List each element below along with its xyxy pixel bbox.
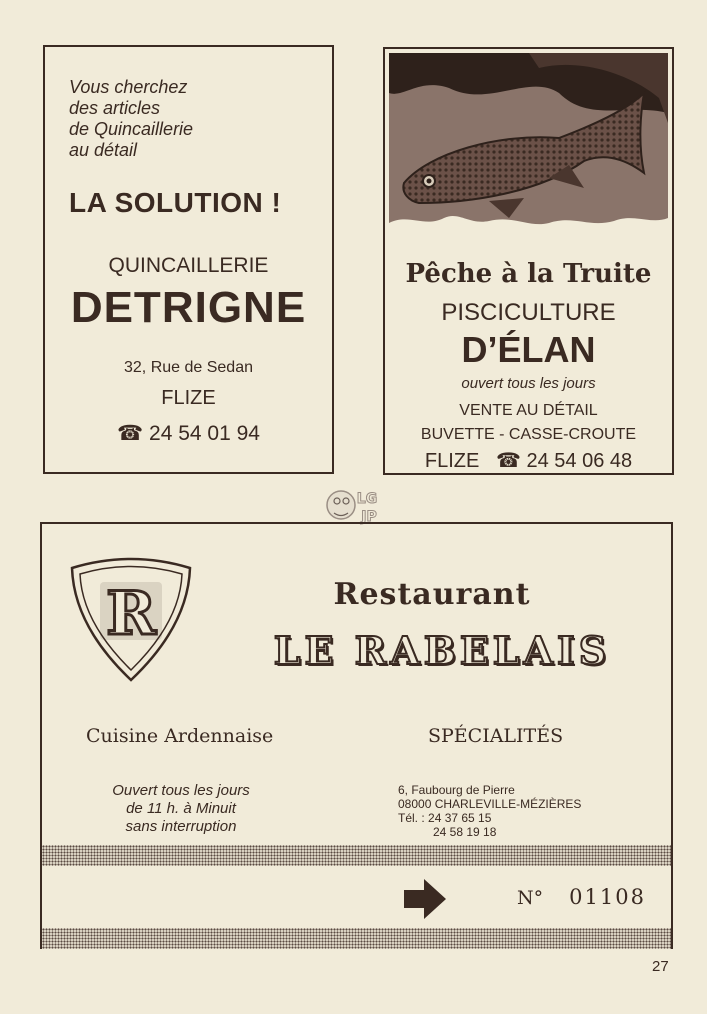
address-line: 6, Faubourg de Pierre xyxy=(398,783,515,797)
phone-number: 24 54 06 48 xyxy=(526,450,633,472)
ad-intro-text xyxy=(69,77,193,161)
shop-address: 32, Rue de Sedan xyxy=(124,359,253,376)
business-name: D’ÉLAN xyxy=(461,329,596,370)
intro-line: des articles xyxy=(69,98,161,118)
telephone-icon: ☎ xyxy=(495,450,521,472)
telephone-icon: ☎ xyxy=(117,422,144,445)
svg-text:LG: LG xyxy=(356,491,378,507)
intro-line: au détail xyxy=(69,140,138,160)
business-category: PISCICULTURE xyxy=(441,299,616,326)
arrow-right-icon xyxy=(404,879,446,919)
number-label: N° xyxy=(517,887,544,909)
ad-headline: LA SOLUTION ! xyxy=(69,187,282,218)
specialties-label: SPÉCIALITÉS xyxy=(428,725,564,747)
shop-city: FLIZE xyxy=(161,387,216,409)
phone-number: 24 58 19 18 xyxy=(433,825,497,839)
intro-line: Vous cherchez xyxy=(69,77,188,97)
hours-line: sans interruption xyxy=(125,818,237,835)
tel-label: Tél. : xyxy=(398,811,425,825)
ad-pisciculture xyxy=(383,47,674,475)
hatched-band xyxy=(42,845,671,866)
business-contact xyxy=(385,448,672,473)
shield-crest-icon xyxy=(64,556,198,684)
cuisine-label: Cuisine Ardennaise xyxy=(86,725,274,747)
restaurant-title: Restaurant xyxy=(333,577,531,612)
hatched-band xyxy=(42,928,671,949)
service-line: BUVETTE - CASSE-CROUTE xyxy=(420,426,637,443)
restaurant-hours xyxy=(86,782,276,836)
phone-number: 24 54 01 94 xyxy=(149,422,260,445)
shop-name: DETRIGNE xyxy=(70,283,307,332)
address-line: 08000 CHARLEVILLE-MÉZIÈRES xyxy=(398,797,582,811)
shop-phone xyxy=(45,421,332,446)
page-number: 27 xyxy=(652,958,669,975)
restaurant-address xyxy=(398,783,581,839)
business-city: FLIZE xyxy=(424,450,480,472)
ad-quincaillerie xyxy=(43,45,334,474)
shop-category: QUINCAILLERIE xyxy=(108,254,269,277)
phone-line xyxy=(398,825,581,839)
trout-fish-photo xyxy=(389,53,668,249)
ad-restaurant xyxy=(40,522,673,949)
hours-line: de 11 h. à Minuit xyxy=(126,800,236,817)
hours-line: Ouvert tous les jours xyxy=(112,782,250,799)
svg-text:JP: JP xyxy=(361,509,377,525)
restaurant-name: LE RABELAIS xyxy=(273,628,611,673)
number-value: 01108 xyxy=(569,885,646,909)
coupon-number xyxy=(517,885,646,909)
phone-line xyxy=(398,811,581,825)
intro-line: de Quincaillerie xyxy=(69,119,194,139)
crest-letter: R xyxy=(106,579,156,649)
service-line: VENTE AU DÉTAIL xyxy=(459,402,598,419)
opening-hours: ouvert tous les jours xyxy=(461,375,596,392)
ad-title: Pêche à la Truite xyxy=(405,259,652,289)
phone-number: 24 37 65 15 xyxy=(428,811,492,825)
